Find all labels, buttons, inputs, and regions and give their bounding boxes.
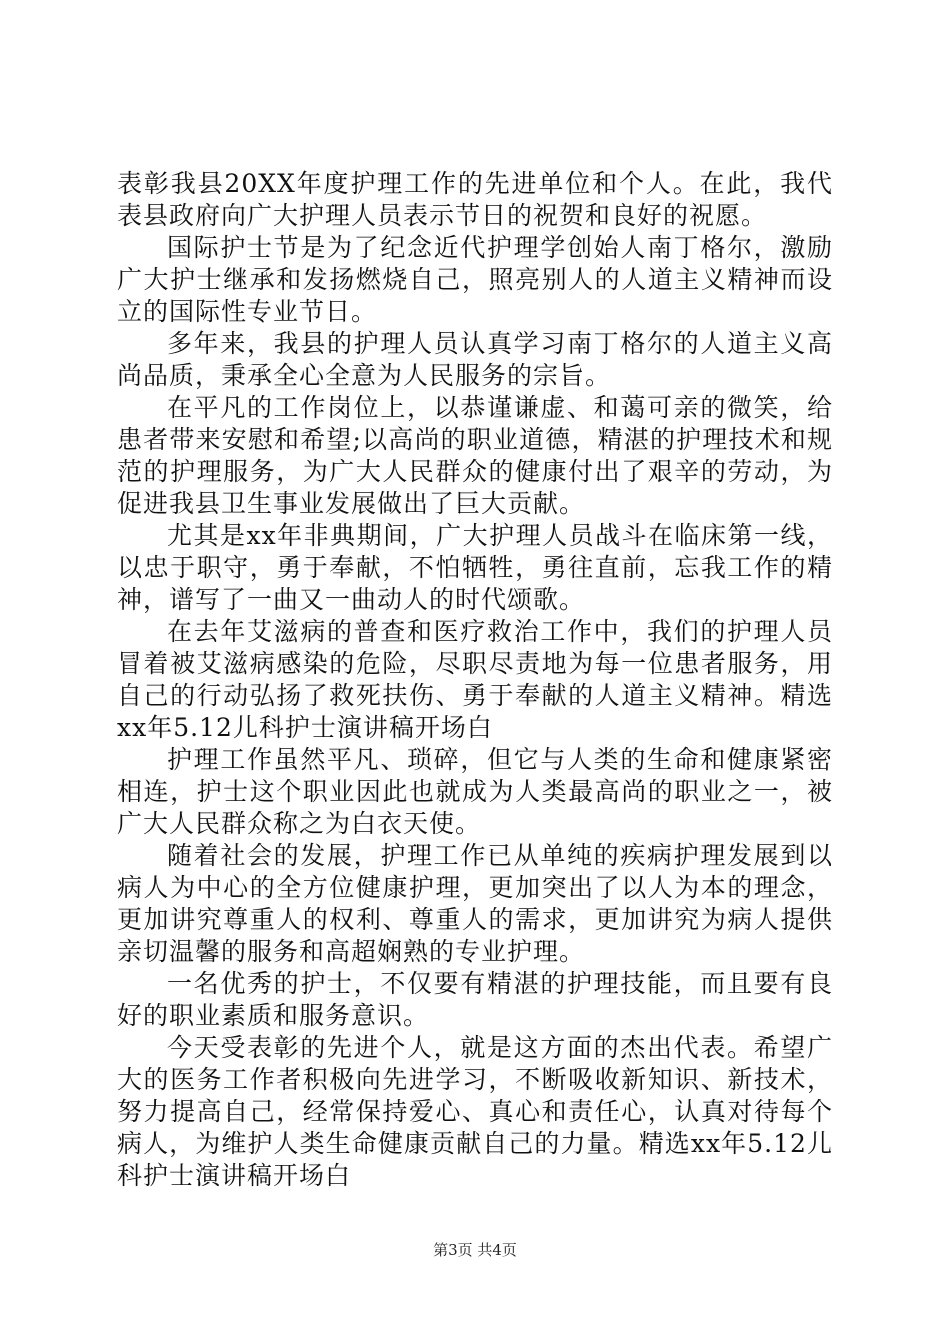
paragraph-4: 在平凡的工作岗位上，以恭谨谦虚、和蔼可亲的微笑，给患者带来安慰和希望;以高尚的职业道德，精湛的护理技术和规范的护理服务，为广大人民群众的健康付出了艰辛的劳动，为促进我县卫生事业发展做出了巨大贡献。 [117, 393, 833, 518]
paragraph-2: 国际护士节是为了纪念近代护理学创始人南丁格尔，激励广大护士继承和发扬燃烧自己，照亮别人的人道主义精神而设立的国际性专业节日。 [117, 233, 833, 326]
paragraph-7: 护理工作虽然平凡、琐碎，但它与人类的生命和健康紧密相连，护士这个职业因此也就成为人类最高尚的职业之一，被广大人民群众称之为白衣天使。 [117, 745, 833, 838]
paragraph-6: 在去年艾滋病的普查和医疗救治工作中，我们的护理人员冒着被艾滋病感染的危险，尽职尽责地为每一位患者服务，用自己的行动弘扬了救死扶伤、勇于奉献的人道主义精神。精选xx年5.12儿科护士演讲稿开场白 [117, 617, 833, 742]
page-number-footer: 第3页 共4页 [433, 1241, 517, 1259]
paragraph-5: 尤其是xx年非典期间，广大护理人员战斗在临床第一线，以忠于职守，勇于奉献，不怕牺牲，勇往直前，忘我工作的精神，谱写了一曲又一曲动人的时代颂歌。 [117, 521, 833, 614]
paragraph-3: 多年来，我县的护理人员认真学习南丁格尔的人道主义高尚品质，秉承全心全意为人民服务的宗旨。 [117, 329, 833, 390]
document-body [117, 168, 833, 1192]
paragraph-9: 一名优秀的护士，不仅要有精湛的护理技能，而且要有良好的职业素质和服务意识。 [117, 969, 833, 1030]
paragraph-10: 今天受表彰的先进个人，就是这方面的杰出代表。希望广大的医务工作者积极向先进学习，不断吸收新知识、新技术，努力提高自己，经常保持爱心、真心和责任心，认真对待每个病人，为维护人类生命健康贡献自己的力量。精选xx年5.12儿科护士演讲稿开场白 [117, 1033, 833, 1190]
paragraph-8: 随着社会的发展，护理工作已从单纯的疾病护理发展到以病人为中心的全方位健康护理，更加突出了以人为本的理念，更加讲究尊重人的权利、尊重人的需求，更加讲究为病人提供亲切温馨的服务和高超娴熟的专业护理。 [117, 841, 833, 966]
paragraph-1: 表彰我县20XX年度护理工作的先进单位和个人。在此，我代表县政府向广大护理人员表示节日的祝贺和良好的祝愿。 [117, 169, 833, 230]
